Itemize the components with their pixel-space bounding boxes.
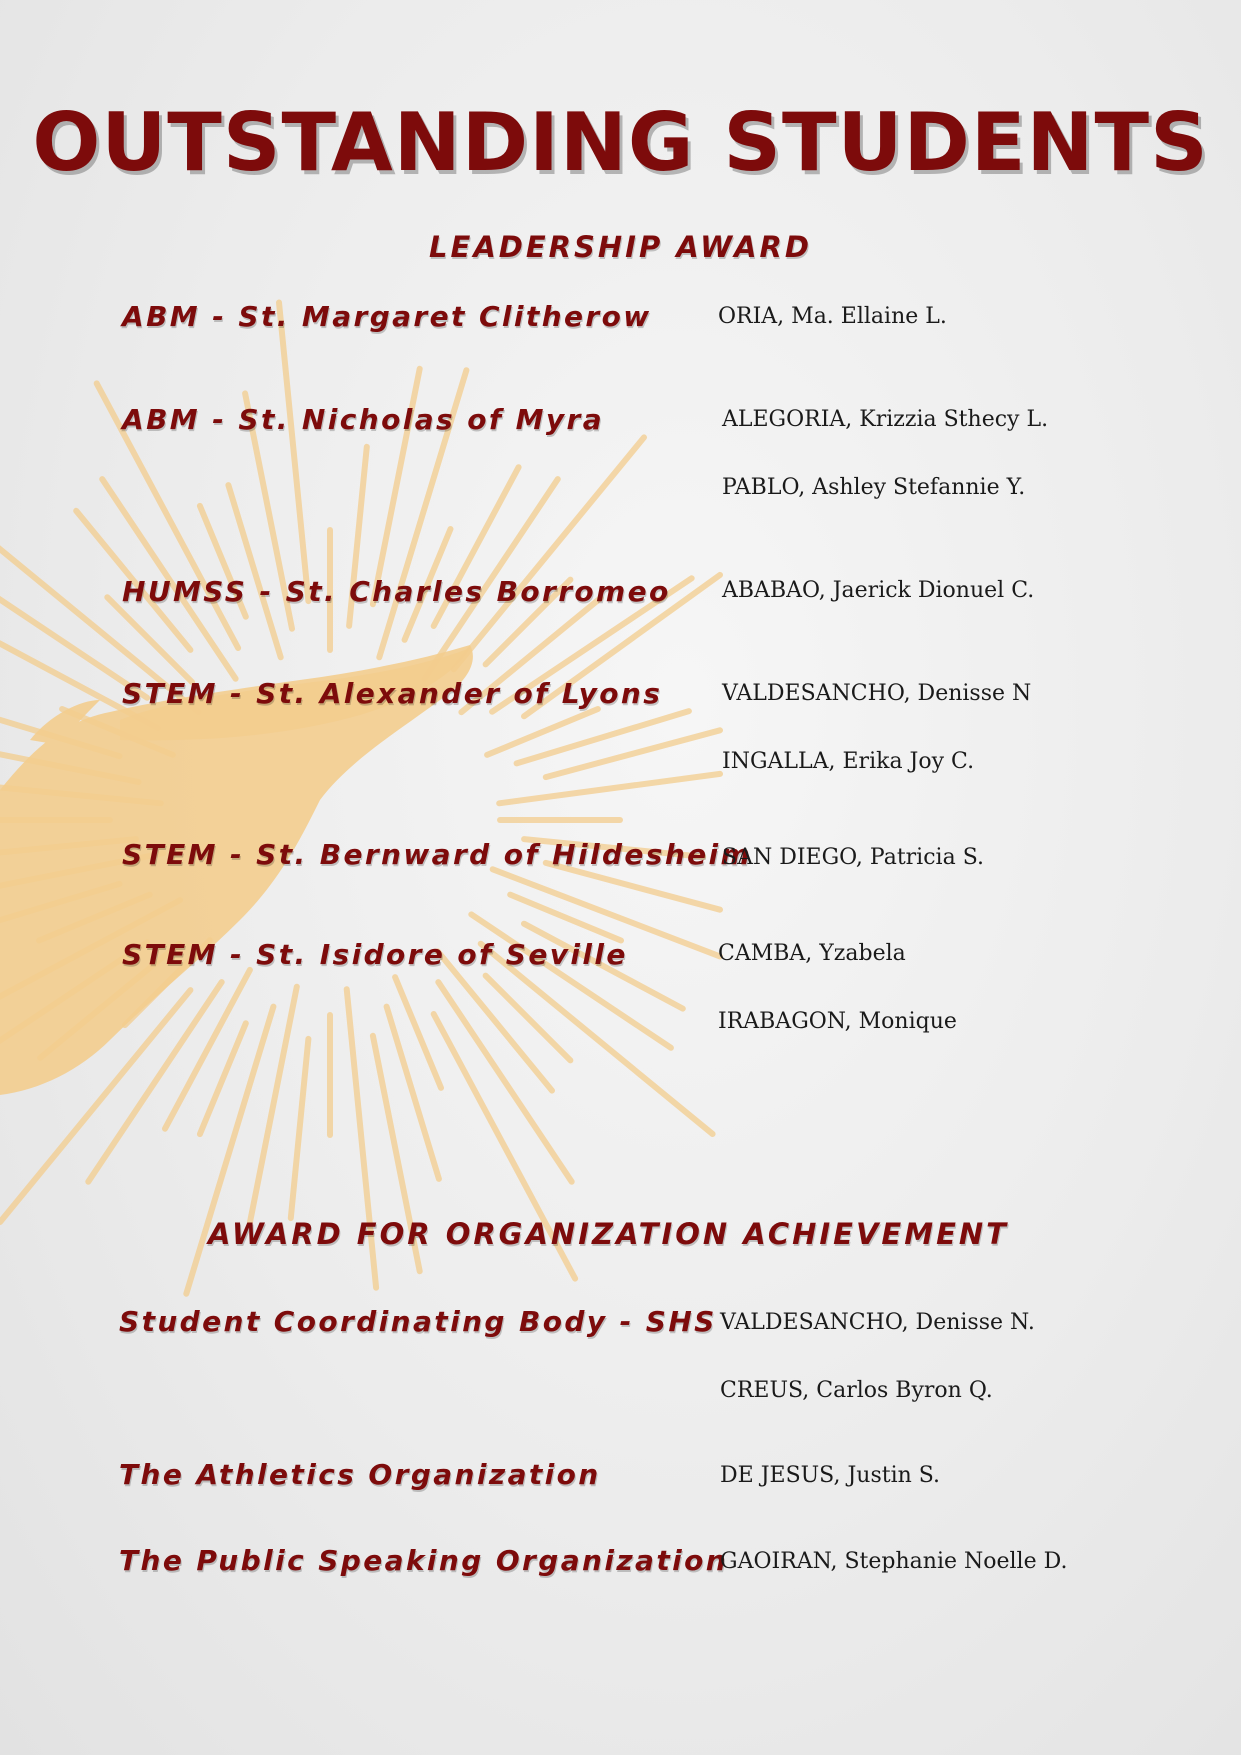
leadership-awardee-name: VALDESANCHO, Denisse N: [722, 681, 1032, 706]
light-ray: [486, 976, 571, 1061]
leadership-category-abm-clitherow: ABM - St. Margaret Clitherow: [122, 300, 652, 333]
organization-category-athletics: The Athletics Organization: [119, 1458, 601, 1491]
leadership-category-humss-borromeo: HUMSS - St. Charles Borromeo: [122, 575, 671, 608]
page-title: OUTSTANDING STUDENTS: [32, 96, 1209, 189]
leadership-category-abm-nicholas: ABM - St. Nicholas of Myra: [122, 403, 605, 436]
leadership-category-stem-alexander: STEM - St. Alexander of Lyons: [122, 677, 663, 710]
light-ray: [481, 944, 713, 1134]
leadership-awardee-name: INGALLA, Erika Joy C.: [722, 749, 975, 774]
leadership-awardee-name: ABABAO, Jaerick Dionuel C.: [722, 578, 1035, 603]
light-ray: [395, 977, 441, 1088]
organization-awardee-name: GAOIRAN, Stephanie Noelle D.: [720, 1549, 1068, 1574]
light-ray: [279, 303, 308, 602]
organization-achievement-heading: AWARD FOR ORGANIZATION ACHIEVEMENT: [208, 1217, 1009, 1251]
organization-awardee-name: VALDESANCHO, Denisse N.: [720, 1310, 1035, 1335]
light-ray: [454, 437, 644, 669]
organization-category-scb: Student Coordinating Body - SHS: [119, 1305, 717, 1338]
leadership-awardee-name: ALEGORIA, Krizzia Sthecy L.: [722, 407, 1049, 432]
organization-awardee-name: CREUS, Carlos Byron Q.: [720, 1378, 993, 1403]
leadership-awardee-name: PABLO, Ashley Stefannie Y.: [722, 475, 1026, 500]
light-ray: [250, 987, 297, 1222]
light-ray: [291, 1039, 309, 1218]
light-ray: [546, 730, 720, 777]
leadership-awardee-name: SAN DIEGO, Patricia S.: [722, 845, 984, 870]
leadership-category-stem-isidore: STEM - St. Isidore of Seville: [122, 938, 628, 971]
light-ray: [517, 711, 689, 763]
leadership-category-stem-bernward: STEM - St. Bernward of Hildesheim: [122, 838, 753, 871]
light-ray: [510, 895, 621, 941]
leadership-awardee-name: CAMBA, Yzabela: [718, 941, 906, 966]
organization-category-public-speaking: The Public Speaking Organization: [119, 1544, 729, 1577]
leadership-awardee-name: IRABAGON, Monique: [718, 1009, 957, 1034]
light-ray: [499, 774, 720, 803]
organization-awardee-name: DE JESUS, Justin S.: [720, 1463, 941, 1488]
light-ray: [228, 485, 280, 657]
light-ray: [487, 709, 598, 755]
leadership-award-heading: LEADERSHIP AWARD: [429, 230, 812, 264]
leadership-awardee-name: ORIA, Ma. Ellaine L.: [718, 304, 947, 329]
